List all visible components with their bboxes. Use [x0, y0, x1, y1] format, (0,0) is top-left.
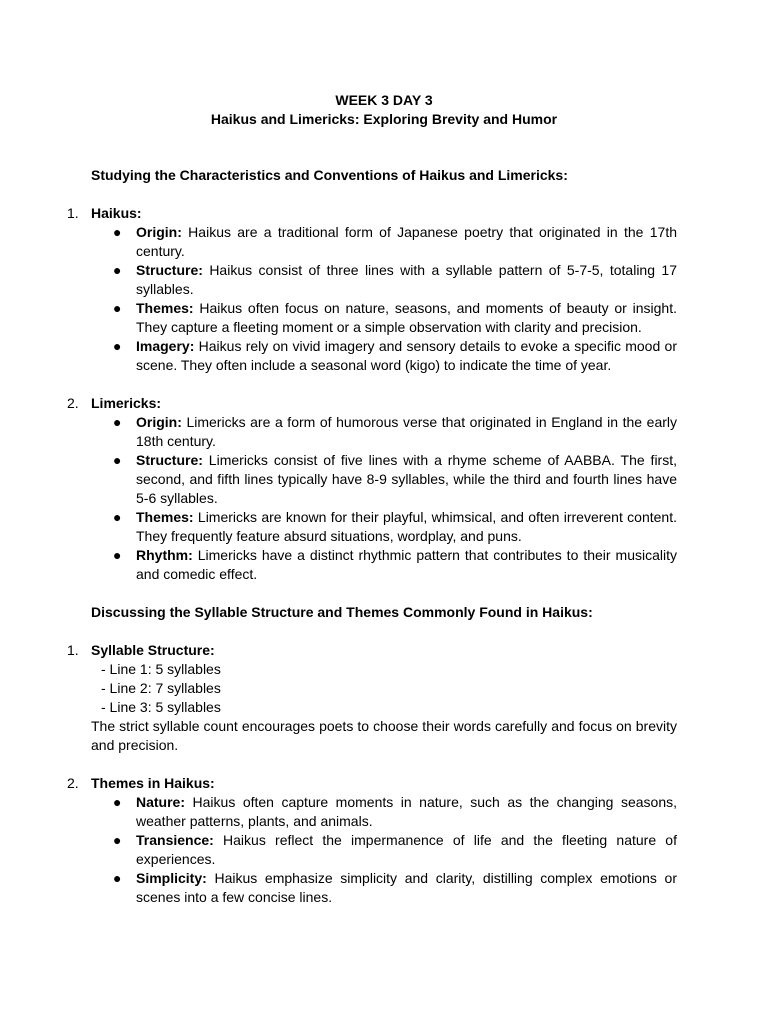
section-heading-characteristics: Studying the Characteristics and Conventions of Haikus and Limericks: [91, 167, 568, 183]
numbered-item-limericks [67, 394, 677, 413]
bullet-term: Structure: [136, 452, 203, 468]
bullet-text: Haikus rely on vivid imagery and sensory details to evoke a specific mood or scene. They often include a seasonal word (kigo) to indicate the time of year. [136, 338, 677, 373]
bullet-text: Haikus emphasize simplicity and clarity, distilling complex emotions or scenes into a few concise lines. [136, 870, 677, 905]
bullet-term: Origin: [136, 224, 182, 240]
bullet-term: Nature: [136, 794, 186, 810]
syllable-note: The strict syllable count encourages poets to choose their words carefully and focus on brevity and precision. [91, 718, 677, 753]
section-heading-syllable-themes: Discussing the Syllable Structure and Themes Commonly Found in Haikus: [91, 604, 593, 620]
list-item [113, 299, 677, 337]
bullet-text: Limericks consist of five lines with a rhyme scheme of AABBA. The first, second, and fifth lines typically have 8-9 syllables, while the third and fourth lines have 5-6 syllables. [136, 452, 677, 506]
item-number: 2. [67, 775, 79, 791]
item-number: 2. [67, 395, 79, 411]
syllable-line: - Line 2: 7 syllables [101, 680, 221, 696]
numbered-item-haikus [67, 204, 677, 223]
list-item [113, 793, 677, 831]
bullet-term: Imagery: [136, 338, 195, 354]
bullet-icon: ● [113, 262, 122, 278]
document-subtitle: Haikus and Limericks: Exploring Brevity and Humor [210, 111, 558, 127]
bullet-term: Themes: [136, 300, 194, 316]
themes-bullet-list [91, 793, 677, 907]
list-item [113, 413, 677, 451]
bullet-text: Limericks have a distinct rhythmic pattern that contributes to their musicality and comedic effect. [136, 547, 677, 582]
document-title: WEEK 3 DAY 3 [335, 92, 433, 108]
bullet-term: Structure: [136, 262, 203, 278]
bullet-icon: ● [113, 547, 122, 563]
bullet-icon: ● [113, 338, 122, 354]
list-item [113, 261, 677, 299]
item-number: 1. [67, 205, 79, 221]
bullet-icon: ● [113, 794, 122, 810]
limericks-bullet-list [91, 413, 677, 584]
item-number: 1. [67, 642, 79, 658]
list-item [113, 451, 677, 508]
item-label: Syllable Structure: [91, 642, 215, 658]
bullet-icon: ● [113, 414, 122, 430]
syllable-line: - Line 3: 5 syllables [101, 699, 221, 715]
bullet-term: Transience: [136, 832, 214, 848]
list-item [113, 223, 677, 261]
list-item [113, 869, 677, 907]
bullet-icon: ● [113, 509, 122, 525]
bullet-icon: ● [113, 870, 122, 886]
bullet-text: Haikus are a traditional form of Japanese poetry that originated in the 17th century. [136, 224, 677, 259]
bullet-icon: ● [113, 300, 122, 316]
list-item [113, 831, 677, 869]
bullet-text: Haikus reflect the impermanence of life and the fleeting nature of experiences. [136, 832, 677, 867]
bullet-icon: ● [113, 832, 122, 848]
numbered-item-themes-in-haikus [67, 774, 677, 793]
item-label: Limericks: [91, 395, 162, 411]
bullet-term: Origin: [136, 414, 182, 430]
list-item [113, 508, 677, 546]
bullet-text: Haikus often capture moments in nature, such as the changing seasons, weather patterns, plants, and animals. [136, 794, 677, 829]
bullet-term: Rhythm: [136, 547, 193, 563]
bullet-term: Themes: [136, 509, 194, 525]
bullet-icon: ● [113, 224, 122, 240]
bullet-text: Haikus consist of three lines with a syllable pattern of 5-7-5, totaling 17 syllables. [136, 262, 677, 297]
item-label: Haikus: [91, 205, 142, 221]
syllable-line: - Line 1: 5 syllables [101, 661, 221, 677]
haikus-bullet-list [91, 223, 677, 375]
bullet-text: Haikus often focus on nature, seasons, and moments of beauty or insight. They capture a fleeting moment or a simple observation with clarity and precision. [136, 300, 677, 335]
item-label: Themes in Haikus: [91, 775, 215, 791]
bullet-text: Limericks are known for their playful, whimsical, and often irreverent content. They frequently feature absurd situations, wordplay, and puns. [136, 509, 677, 544]
numbered-item-syllable-structure [67, 641, 677, 660]
bullet-icon: ● [113, 452, 122, 468]
bullet-term: Simplicity: [136, 870, 207, 886]
list-item [113, 337, 677, 375]
list-item [113, 546, 677, 584]
bullet-text: Limericks are a form of humorous verse that originated in England in the early 18th century. [136, 414, 677, 449]
